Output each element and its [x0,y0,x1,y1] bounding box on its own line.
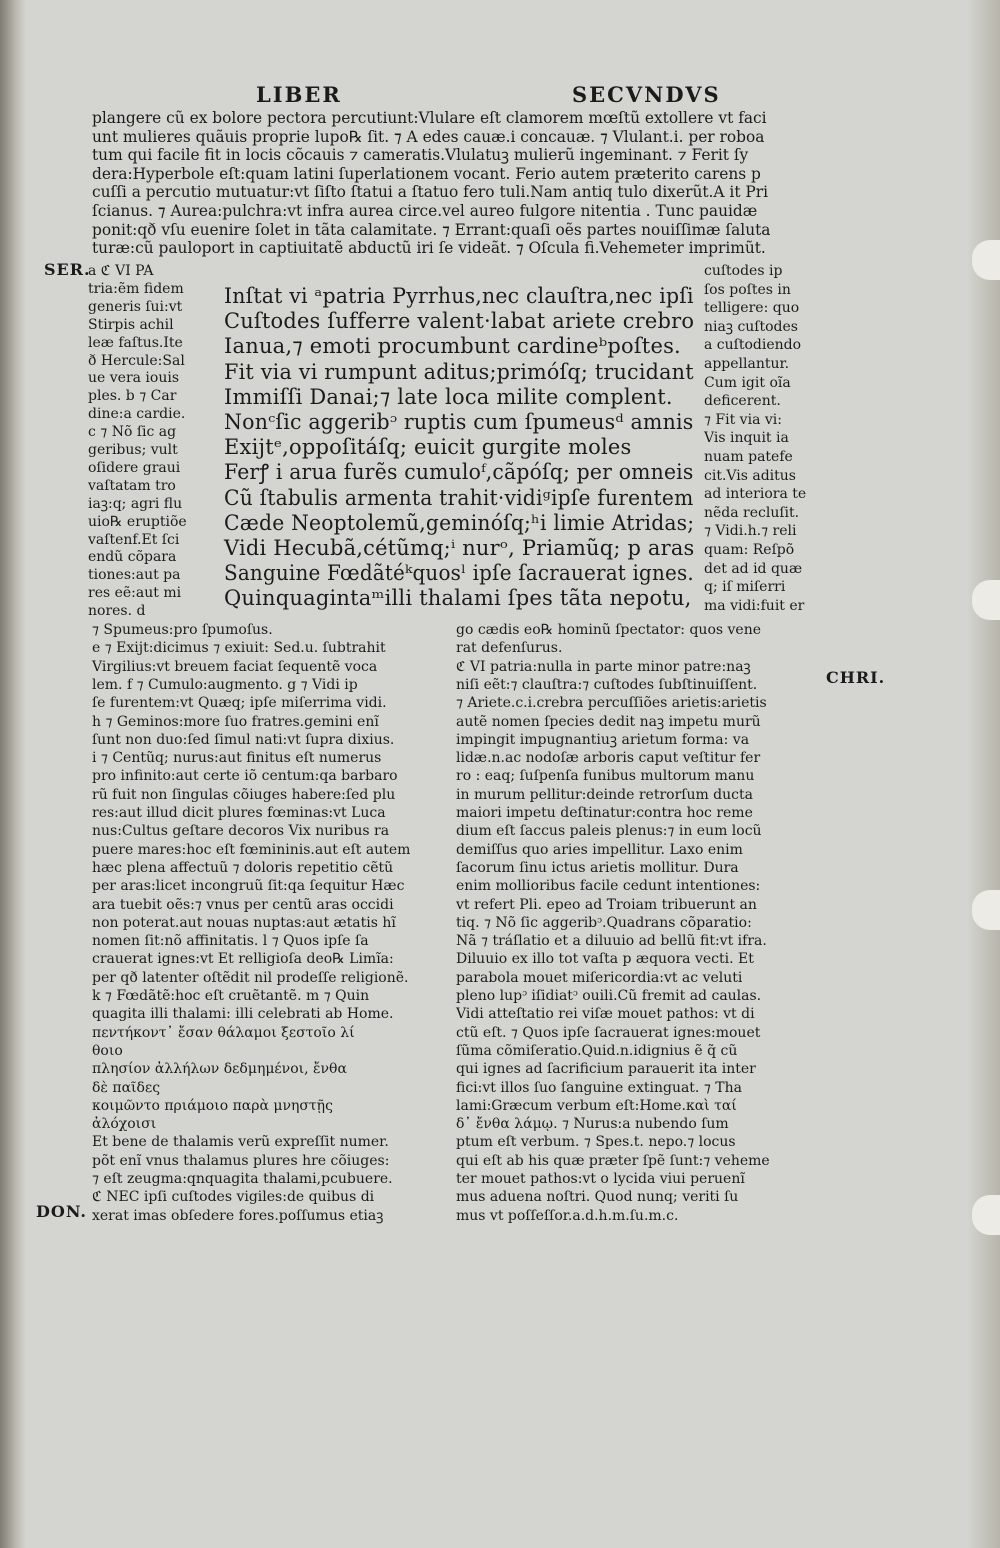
text-line: crauerat ignes:vt Et relligioſa deo℞ Limĩa: [92,951,394,968]
text-line: qui ignes ad ſacrificium parauerit ita inter [456,1061,756,1078]
text-line: pro infinito:aut certe iõ centum:qa barbaro [92,768,398,785]
text-line: q; iſ miſerri [704,579,786,596]
text-line: mus aduena noſtri. Quod nunq; veriti ſu [456,1189,739,1206]
text-line: Diluuio ex illo tot vaſta p æquora vecti. Et [456,951,754,968]
text-line: ro : eaq; ſuſpenſa funibus multorum manu [456,768,755,785]
marginal-note-ser: SER. [44,260,91,279]
edge-notch [972,580,1000,620]
text-line: fici:vt illos ſuo ſanguine extinguat. ⁊ Tha [456,1079,742,1096]
text-line: cuſſi a percutio mutuatur:vt ſiſto ſtatui a ſtatuo fero tuli.Nam antiq tulo dixerũt.A it Pri [92,183,769,202]
text-line: demiſſus quo aries impellitur. Laxo enim [456,841,743,858]
text-line: mus vt poſſeſſor.a.d.h.m.ſu.m.c. [456,1207,679,1224]
text-line: Sanguine Fœdãtéᵏquosˡ ipſe ſacrauerat ignes. [224,561,694,586]
text-line: Cũ ſtabulis armenta trahit·vidiᵍipſe furentem [224,485,694,510]
page-fore-edge [966,0,1000,1548]
text-line: Quinquagintaᵐilli thalami ſpes tãta nepotu, [224,586,692,611]
text-line: iaꝫ:q; agri flu [88,495,183,512]
text-line: Ferꝭ i arua furẽs cumuloᶠ,cãpóſq; per omneis [224,460,694,485]
text-line: ſunt non duo:ſed ſimul nati:vt ſupra dixius. [92,731,395,748]
text-line: cit.Vis aditus [704,467,796,484]
text-line: ſcianus. ⁊ Aurea:pulchra:vt infra aurea circe.vel aureo fulgore nitentia . Tunc pauidæ [92,202,758,220]
text-line: quam: Reſpõ [704,542,795,558]
text-line: lami:Græcum verbum eſt:Home.καὶ ταί [456,1097,737,1114]
text-line: unt mulieres quãuis proprie lupo℞ ſit. ⁊ A edes cauæ.i concauæ. ⁊ Vlulant.i. per roboa [92,127,765,146]
text-line: tiones:aut pa [88,567,181,584]
text-line: parabola mouet miſericordia:vt ac veluti [456,969,743,986]
text-line: ⁊ Fit via vi: [704,411,782,428]
text-line: dium eſt ſaccus paleis plenus:⁊ in eum locũ [456,823,762,840]
text-line: h ⁊ Geminos:more ſuo fratres.gemini enĩ [92,713,379,730]
text-line: Ianua,⁊ emoti procumbunt cardineᵇpoſtes. [224,334,681,359]
text-line: a cuſtodiendo [704,337,802,354]
running-header-right: SECVNDVS [572,82,721,107]
text-line: Cæde Neoptolemũ,geminóſq;ʰi limie Atridas; [224,510,695,535]
text-line: rũ fuit non ſingulas cõiuges habere:ſed plu [92,786,396,803]
text-line: puere mares:hoc eſt fœmininis.aut eſt autem [92,841,411,858]
text-line: δὲ παῖδες [92,1079,161,1096]
text-line: qui eſt ab his quæ præter ſpẽ ſunt:⁊ veheme [456,1152,770,1169]
text-line: enim mollioribus facile cedunt intentiones: [456,878,761,895]
text-line: Vidi atteſtatio rei viſæ mouet pathos: vt di [456,1006,755,1023]
text-line: nẽda recluſit. [704,504,800,521]
text-line: tiq. ⁊ Nõ ſic aggeribᵓ.Quadrans cõparatio: [456,914,752,931]
text-line: vaſtenf.Et ſci [88,531,180,548]
text-line: Stirpis achil [88,316,174,333]
text-line: ſe furentem:vt Quæq; ipſe miſerrima vidi. [92,695,387,712]
text-line: ad interiora te [704,486,807,503]
text-line: autẽ nomen ſpecies dedit naꝫ impetu murũ [456,713,761,730]
text-line: k ⁊ Fœdãtẽ:hoc eſt cruẽtantẽ. m ⁊ Quin [92,988,370,1004]
text-line: πλησίον ἀλλήλων δεδμημένοι, ἔνθα [92,1061,347,1078]
text-line: ⁊ Vidi.h.⁊ reli [704,523,797,540]
text-line: põt enĩ vnus thalamus plures hre cõiuges: [92,1152,390,1169]
text-line: δ᾽ ἔνθα λάμῳ. ⁊ Nurus:a nubendo ſum [456,1116,729,1133]
text-line: per qð latenter oſtẽdit nil prodeſſe religionẽ. [92,969,409,986]
text-line: ſos poſtes in [704,281,791,298]
text-line: ℭ NEC ipſi cuſtodes vigiles:de quibus di [92,1189,375,1206]
text-line: in murum pellitur:deinde retrorſum ducta [456,786,753,803]
text-line: niſi eẽt:⁊ clauſtra:⁊ cuſtodes ſubſtinuiſſent. [456,676,758,693]
text-line: xerat imas obſedere fores.poſſumus etiaꝫ [92,1207,384,1224]
text-line: ſacorum ſinu ictus arietis mollitur. Dura [456,859,739,876]
text-line: maiori impetu deſtinatur:contra hoc reme [456,805,753,821]
text-line: ſũma cõmiſeratio.Quid.n.idignius ẽ q̃ cũ [456,1042,738,1059]
text-line: Vidi Hecubã,cétũmq;ⁱ nurᵒ, Priamũq; p aras [224,536,695,560]
text-line: πεντήκοντ᾽ ἔσαν θάλαμοι ξεστοῖο λί [92,1024,355,1041]
text-line: rat defenſurus. [456,640,563,657]
text-line: tum qui facile fit in locis cõcauis ⁊ cameratis.Vlulatuꝫ mulierũ ingeminant. ⁊ Ferit ſy [92,146,749,165]
text-line: det ad id quæ [704,560,803,577]
text-line: ter mouet pathos:vt o lycida viui peruenĩ [456,1171,745,1187]
marginal-note-chri: CHRI. [826,668,886,687]
text-line: ara tuebit oẽs:⁊ vnus per centũ aras occidi [92,896,394,913]
text-line: Exijtᵉ,oppoſitáſq; euicit gurgite moles [224,435,632,460]
text-line: appellantur. [704,356,790,372]
text-line: dera:Hyperbole eſt:quam latini ſuperlationem vocant. Ferio autem præterito carens p [92,164,761,183]
text-line: nomen ſit:nõ affinitatis. l ⁊ Quos ipſe ſa [92,933,369,950]
text-line: quagita illi thalami: illi celebrati ab Home. [92,1006,394,1023]
text-line: res:aut illud dicit plures fœminas:vt Luca [92,805,386,821]
text-line: nores. d [88,603,146,620]
text-line: vt refert Pli. epeo ad Troiam tribuerunt an [456,896,757,913]
edge-notch [972,1195,1000,1235]
text-line: impingit impugnantiuꝫ arietum forma: va [456,731,750,748]
text-line: Fit via vi rumpunt aditus;primóſq; trucidant [224,359,694,384]
text-line: nuam patefe [704,449,793,465]
edge-notch [972,240,1000,280]
text-line: telligere: quo [704,300,800,317]
text-line: ð Hercule:Sal [88,352,185,369]
text-line: non poterat.aut nouas nuptas:aut ætatis hĩ [92,914,396,931]
text-line: deficerent. [704,393,781,410]
text-line: ue vera iouis [88,370,180,387]
marginal-note-don: DON. [36,1202,87,1221]
text-line: dine:a cardie. [88,406,186,423]
text-line: Virgilius:vt breuem faciat ſequentẽ voca [92,658,378,675]
text-line: leæ faſtus.Ite [88,334,183,351]
text-line: lem. f ⁊ Cumulo:augmento. g ⁊ Vidi ip [92,676,358,693]
text-line: ἀλόχοισι [92,1116,157,1133]
text-line: lidæ.n.ac nodoſæ arboris caput veſtitur fer [456,750,761,767]
text-line: e ⁊ Exijt:dicimus ⁊ exiuit: Sed.u. ſubtrahit [92,640,386,657]
text-line: c ⁊ Nõ ſic ag [88,424,177,441]
text-line: Cum igit oĩa [704,374,791,391]
text-line: generis ſui:vt [88,298,183,315]
text-line: per aras:licet incongruũ ſit:qa ſequitur Hæc [92,878,405,895]
running-header-left: LIBER [256,82,342,107]
text-line: hæc plena affectuũ ⁊ doloris repetitio cẽtũ [92,859,394,876]
text-line: vaſtatam tro [88,477,176,494]
text-line: endũ cõpara [88,549,177,566]
text-line: Et bene de thalamis verũ expreſſit numer. [92,1134,389,1151]
text-line: a ℭ VI PA [88,263,154,279]
text-line: Cuſtodes ſufferre valent·labat ariete crebro [224,309,695,334]
text-line: θοιο [92,1042,123,1059]
text-line: ma vidi:fuit er [704,597,805,614]
text-line: Nã ⁊ tráſlatio et a diluuio ad bellũ fit:vt ifra. [456,933,767,950]
text-line: i ⁊ Centũq; nurus:aut finitus eſt numerus [92,750,382,767]
text-line: ptum eſt verbum. ⁊ Spes.t. nepo.⁊ locus [456,1134,736,1151]
text-line: res eẽ:aut mi [88,585,182,602]
text-line: Vis inquit ia [704,430,789,447]
text-line: niaꝫ cuſtodes [704,318,798,335]
text-line: ctũ eſt. ⁊ Quos ipſe ſacrauerat ignes:mouet [456,1024,761,1041]
text-line: go cædis eo℞ hominũ ſpectator: quos vene [456,622,762,638]
text-line: tria:ẽm fidem [88,280,184,297]
text-line: Immiſſi Danai;⁊ late loca milite complent. [224,384,673,409]
text-line: ponit:qð vſu euenire ſolet in tãta calamitate. ⁊ Errant:quaſi oẽs partes nouiſſimæ ſaluta [92,220,771,239]
text-line: turæ:cũ pauloport in captiuitatẽ abductũ iri ſe videãt. ⁊ Oſcula fi.Vehemeter imprimũt. [92,239,766,258]
text-line: nus:Cultus geſtare decoros Vix nuribus ra [92,823,390,840]
text-line: κοιμῶντο πριάμοιο παρὰ μνηστῇς [92,1097,333,1114]
text-line: ⁊ eſt zeugma:qnquagita thalami,pcubuere. [92,1171,393,1187]
text-line: geribus; vult [88,442,178,458]
text-line: cuſtodes ip [704,263,783,279]
text-line: ples. b ⁊ Car [88,388,177,405]
text-line: ⁊ Ariete.c.i.crebra percuſſiões arietis:arietis [456,695,767,712]
text-line: uio℞ eruptiõe [88,513,187,530]
text-line: pleno lupᵓ iſidiatᵓ ouili.Cũ fremit ad caulas. [456,988,762,1004]
page-gutter [0,0,26,1548]
edge-notch [972,890,1000,930]
text-line: Nonᶜſic aggeribᵓ ruptis cum ſpumeusᵈ amnis [224,410,694,434]
text-line: ⁊ Spumeus:pro ſpumoſus. [92,622,273,638]
text-line: oſidere graui [88,459,181,476]
text-line: ℭ VI patria:nulla in parte minor patre:naꝫ [456,658,751,675]
text-line: plangere cũ ex bolore pectora percutiunt:Vlulare eſt clamorem mœſtũ extollere vt faci [92,109,767,127]
text-line: Inſtat vi ᵃpatria Pyrrhus,nec clauſtra,nec ipſi [224,284,694,308]
